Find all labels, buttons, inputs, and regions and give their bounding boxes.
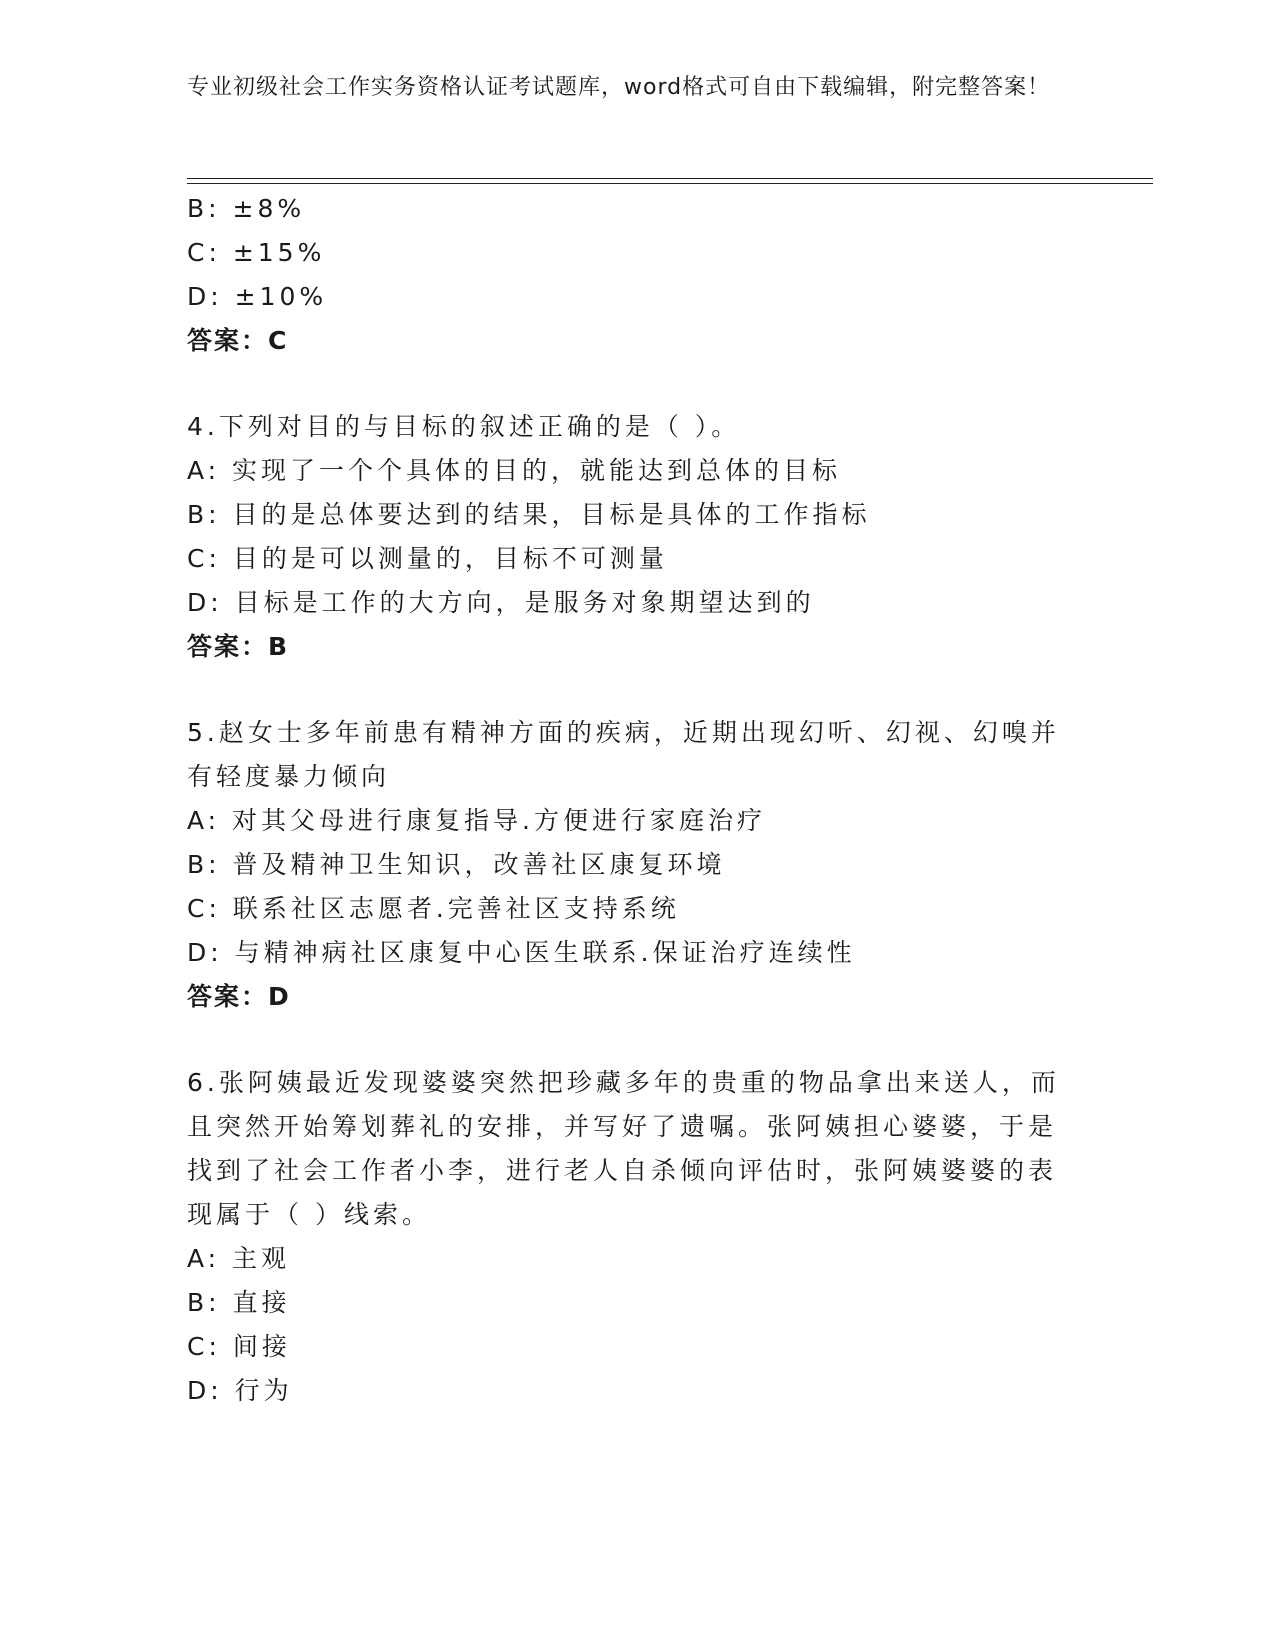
q4-option-b: B: 目的是总体要达到的结果，目标是具体的工作指标	[187, 500, 871, 529]
q5-answer: 答案：D	[187, 982, 291, 1011]
q5-option-a: A: 对其父母进行康复指导.方便进行家庭治疗	[187, 806, 766, 835]
q6-option-b: B: 直接	[187, 1288, 291, 1317]
q3-option-d: D: ±10%	[187, 282, 328, 311]
q4-option-a: A: 实现了一个个具体的目的，就能达到总体的目标	[187, 456, 842, 485]
q5-option-d: D: 与精神病社区康复中心医生联系.保证治疗连续性	[187, 938, 856, 967]
q6-question-line-2: 且突然开始筹划葬礼的安排，并写好了遗嘱。张阿姨担心婆婆，于是	[187, 1112, 1058, 1141]
q4-answer: 答案：B	[187, 632, 290, 661]
q5-option-c: C: 联系社区志愿者.完善社区支持系统	[187, 894, 680, 923]
q6-option-d: D: 行为	[187, 1376, 293, 1405]
q5-option-b: B: 普及精神卫生知识，改善社区康复环境	[187, 850, 726, 879]
q5-question-line-2: 有轻度暴力倾向	[187, 762, 391, 791]
q4-option-d: D: 目标是工作的大方向，是服务对象期望达到的	[187, 588, 815, 617]
q6-option-a: A: 主观	[187, 1244, 291, 1273]
q4-option-c: C: 目的是可以测量的，目标不可测量	[187, 544, 668, 573]
page-header: 专业初级社会工作实务资格认证考试题库，word格式可自由下载编辑，附完整答案！	[187, 75, 1051, 100]
q3-answer: 答案：C	[187, 326, 289, 355]
q5-question-line-1: 5.赵女士多年前患有精神方面的疾病，近期出现幻听、幻视、幻嗅并	[187, 718, 1060, 747]
q3-option-c: C: ±15%	[187, 238, 326, 267]
q6-question-line-3: 找到了社会工作者小李，进行老人自杀倾向评估时，张阿姨婆婆的表	[187, 1156, 1058, 1185]
q4-question: 4.下列对目的与目标的叙述正确的是（ ）。	[187, 412, 741, 441]
q3-option-b: B: ±8%	[187, 194, 306, 223]
q6-question-line-1: 6.张阿姨最近发现婆婆突然把珍藏多年的贵重的物品拿出来送人，而	[187, 1068, 1060, 1097]
header-rule-bottom	[187, 183, 1153, 184]
q6-question-line-4: 现属于（ ）线索。	[187, 1200, 431, 1229]
header-rule-top	[187, 178, 1153, 179]
q6-option-c: C: 间接	[187, 1332, 291, 1361]
